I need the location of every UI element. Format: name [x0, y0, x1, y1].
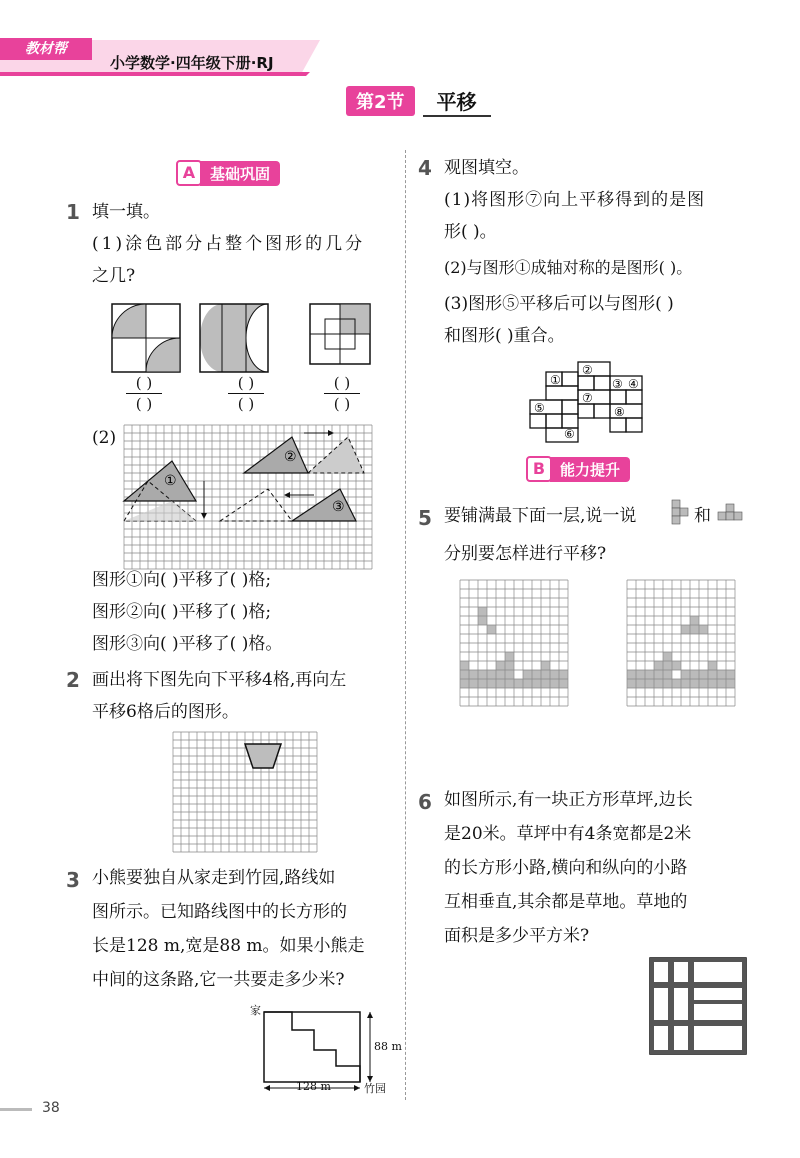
- shaded-cell: [645, 670, 654, 679]
- q1-fraction-3: [322, 374, 362, 413]
- shaded-cell: [550, 679, 559, 688]
- q6-line-4: 互相垂直,其余都是草地。草地的: [444, 892, 688, 912]
- piece-label-5: ⑤: [534, 401, 545, 415]
- shaded-cell: [496, 661, 505, 670]
- shaded-cell: [663, 670, 672, 679]
- piece-label-4: ④: [628, 377, 639, 391]
- q5-tile-t-shape: [672, 500, 696, 530]
- shaded-cell: [699, 625, 708, 634]
- q2-line-1: 画出将下图先向下平移4格,再向左: [92, 670, 347, 690]
- q1-part1-line1: (1)涂色部分占整个图形的几分: [92, 234, 366, 254]
- q1-fill-line-3: 图形③向( )平移了( )格。: [92, 634, 283, 654]
- q5-number: 5: [418, 506, 432, 530]
- q4-title: 观图填空。: [444, 158, 529, 178]
- shaded-cell: [541, 670, 550, 679]
- shaded-cell: [627, 679, 636, 688]
- shaded-cell: [699, 679, 708, 688]
- shaded-cell: [726, 679, 735, 688]
- q1-fraction-1: [124, 374, 164, 413]
- q6-lawn-diagram: [650, 958, 750, 1058]
- shaded-cell: [672, 661, 681, 670]
- q3-line-4: 中间的这条路,它一共要走多少米?: [92, 970, 345, 990]
- q3-number: 3: [66, 868, 80, 892]
- piece-label-8: ⑧: [614, 405, 625, 419]
- fraction-denominator: ( ): [237, 395, 255, 413]
- shaded-cell: [645, 679, 654, 688]
- shaded-cell: [654, 679, 663, 688]
- shaded-cell: [541, 679, 550, 688]
- q1-square-1: [112, 304, 182, 374]
- shaded-cell: [663, 679, 672, 688]
- shaded-cell: [559, 679, 568, 688]
- shaded-cell: [708, 661, 717, 670]
- shaded-cell: [699, 670, 708, 679]
- shaded-cell: [672, 679, 681, 688]
- shaded-cell: [663, 661, 672, 670]
- piece-label-2: ②: [582, 363, 593, 377]
- fraction-numerator: ( ): [237, 374, 255, 392]
- shaded-cell: [627, 670, 636, 679]
- shaded-cell: [559, 670, 568, 679]
- footer-rule: [0, 1108, 36, 1112]
- q6-number: 6: [418, 790, 432, 814]
- q2-line-2: 平移6格后的图形。: [92, 702, 239, 722]
- shaded-cell: [514, 679, 523, 688]
- shaded-cell: [487, 670, 496, 679]
- q5-line-1a: 要铺满最下面一层,说一说: [444, 506, 637, 526]
- q3-label-home: 家: [250, 1004, 261, 1017]
- shaded-cell: [505, 679, 514, 688]
- q5-tile-l-shape: [718, 504, 748, 528]
- shaded-cell: [690, 616, 699, 625]
- shaded-cell: [478, 670, 487, 679]
- shape-label-3: ③: [332, 499, 345, 515]
- q1-title: 填一填。: [92, 202, 160, 222]
- q6-line-5: 面积是多少平方米?: [444, 926, 590, 946]
- fraction-numerator: ( ): [333, 374, 351, 392]
- q4-line-5: 和图形( )重合。: [444, 326, 565, 346]
- shaded-cell: [690, 679, 699, 688]
- q5-line-1b: 和: [694, 506, 711, 526]
- shaded-cell: [532, 670, 541, 679]
- shaded-cell: [690, 625, 699, 634]
- shaded-cell: [487, 679, 496, 688]
- badge-b-letter: B: [526, 456, 552, 482]
- q6-line-2: 是20米。草坪中有4条宽都是2米: [444, 824, 692, 844]
- shaded-cell: [550, 670, 559, 679]
- section-number: 第2节: [346, 86, 415, 116]
- shaded-cell: [469, 679, 478, 688]
- shaded-cell: [478, 616, 487, 625]
- shaded-cell: [708, 679, 717, 688]
- q1-translation-grid: [124, 425, 372, 569]
- q1-number: 1: [66, 200, 80, 224]
- q3-label-length: 128 m: [296, 1080, 331, 1093]
- q1-square-2: [200, 304, 270, 374]
- shaded-cell: [636, 679, 645, 688]
- q3-line-2: 图所示。已知路线图中的长方形的: [92, 902, 347, 922]
- header-tag: 教材帮: [0, 38, 92, 60]
- q6-line-3: 的长方形小路,横向和纵向的小路: [444, 858, 688, 878]
- shaded-cell: [717, 679, 726, 688]
- q1-fill-line-2: 图形②向( )平移了( )格;: [92, 602, 272, 622]
- piece-label-6: ⑥: [564, 427, 575, 441]
- shaded-cell: [523, 679, 532, 688]
- q4-line-3: (2)与图形①成轴对称的是图形( )。: [444, 258, 693, 277]
- shaded-cell: [663, 652, 672, 661]
- shaded-cell: [681, 670, 690, 679]
- shaded-cell: [726, 670, 735, 679]
- shaded-cell: [505, 670, 514, 679]
- q1-square-3: [310, 304, 380, 374]
- q1-fraction-2: [226, 374, 266, 413]
- q1-fill-line-1: 图形①向( )平移了( )格;: [92, 570, 272, 590]
- shaded-cell: [708, 670, 717, 679]
- shaded-cell: [532, 679, 541, 688]
- shaded-cell: [487, 625, 496, 634]
- shaded-cell: [478, 607, 487, 616]
- badge-a-letter: A: [176, 160, 202, 186]
- shaded-cell: [717, 670, 726, 679]
- badge-basic: [176, 160, 280, 186]
- shaded-cell: [690, 670, 699, 679]
- shaded-cell: [478, 679, 487, 688]
- section-name: 平移: [423, 86, 491, 117]
- piece-label-3: ③: [612, 377, 623, 391]
- shaded-cell: [523, 670, 532, 679]
- q1-part2-label: (2): [92, 428, 117, 448]
- q3-line-3: 长是128 m,宽是88 m。如果小熊走: [92, 936, 365, 956]
- q4-line-2: 形( )。: [444, 222, 497, 242]
- section-title: [346, 86, 491, 116]
- shape-label-2: ②: [284, 449, 297, 465]
- q6-line-1: 如图所示,有一块正方形草坪,边长: [444, 790, 693, 810]
- shaded-cell: [460, 661, 469, 670]
- q5-grid-right: [627, 580, 737, 708]
- q4-number: 4: [418, 156, 432, 180]
- badge-b-text: 能力提升: [550, 457, 630, 482]
- q2-grid: [173, 732, 317, 852]
- q3-label-garden: 竹园: [364, 1082, 386, 1095]
- q4-line-1: (1)将图形⑦向上平移得到的是图: [444, 190, 706, 210]
- shaded-cell: [496, 670, 505, 679]
- q2-number: 2: [66, 668, 80, 692]
- badge-advanced: [526, 456, 630, 482]
- header-title: 小学数学·四年级下册·RJ: [110, 54, 274, 72]
- fraction-numerator: ( ): [135, 374, 153, 392]
- page-number: 38: [42, 1100, 60, 1116]
- shaded-cell: [460, 670, 469, 679]
- shape-label-1: ①: [164, 473, 177, 489]
- shaded-cell: [681, 679, 690, 688]
- q3-line-1: 小熊要独自从家走到竹园,路线如: [92, 868, 336, 888]
- piece-label-1: ①: [550, 373, 561, 387]
- shaded-cell: [505, 652, 514, 661]
- shaded-cell: [505, 661, 514, 670]
- shaded-cell: [654, 661, 663, 670]
- badge-a-text: 基础巩固: [200, 161, 280, 186]
- shaded-cell: [654, 670, 663, 679]
- column-divider: [405, 150, 406, 1100]
- q4-puzzle-figure: [530, 360, 660, 442]
- q1-part1-line2: 之几?: [92, 266, 136, 286]
- fraction-denominator: ( ): [135, 395, 153, 413]
- shaded-cell: [460, 679, 469, 688]
- q3-label-width: 88 m: [374, 1040, 402, 1053]
- shaded-cell: [469, 670, 478, 679]
- fraction-denominator: ( ): [333, 395, 351, 413]
- shaded-cell: [636, 670, 645, 679]
- shaded-cell: [496, 679, 505, 688]
- piece-label-7: ⑦: [582, 391, 593, 405]
- q5-grid-left: [460, 580, 570, 708]
- q4-line-4: (3)图形⑤平移后可以与图形( ): [444, 294, 674, 314]
- shaded-cell: [541, 661, 550, 670]
- shaded-cell: [681, 625, 690, 634]
- q5-line-2: 分别要怎样进行平移?: [444, 544, 607, 564]
